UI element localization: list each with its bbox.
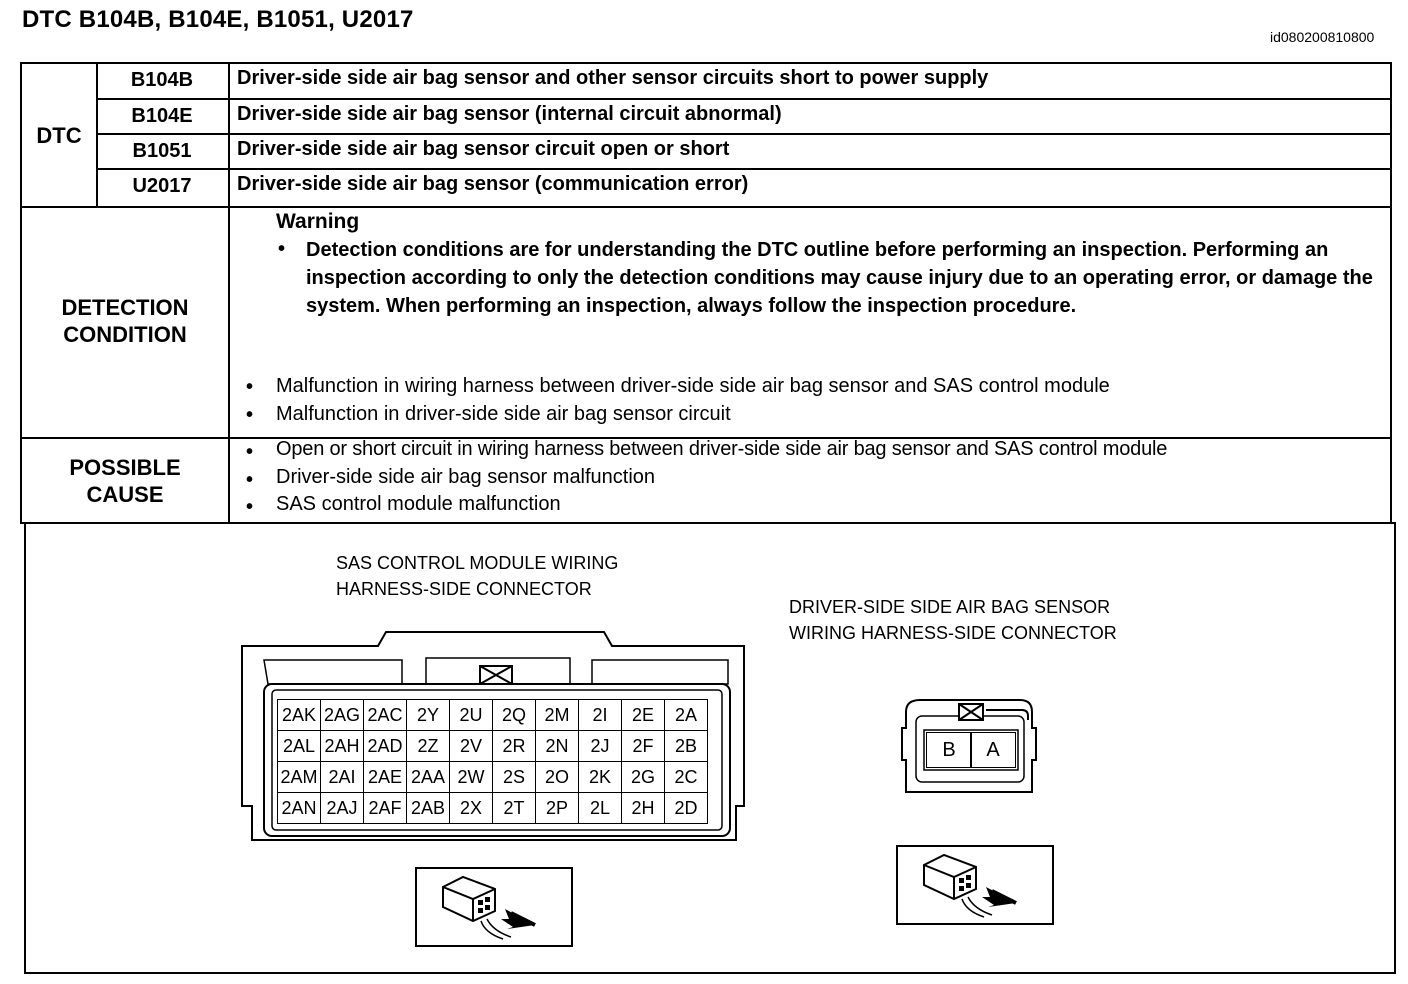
cause-label-line2: CAUSE (86, 482, 164, 507)
pin-cell: 2R (493, 731, 536, 762)
pin-cell: 2L (579, 793, 622, 824)
pin-row (278, 731, 708, 762)
cause-label-line1: POSSIBLE (69, 455, 181, 480)
detection-condition-label (22, 294, 228, 348)
document-id: id080200810800 (1270, 29, 1375, 45)
pin-cell: 2E (622, 700, 665, 731)
pin-cell: 2AF (364, 793, 407, 824)
pin-cell: 2M (536, 700, 579, 731)
pin-cell: 2AC (364, 700, 407, 731)
cause-item: Driver-side side air bag sensor malfunction (276, 466, 656, 488)
pin-cell: 2N (536, 731, 579, 762)
cause-item: Open or short circuit in wiring harness between driver-side side air bag sensor and SAS control module (276, 438, 1168, 460)
pin-cell: 2S (493, 762, 536, 793)
sas-pin-table (277, 699, 708, 824)
pin-cell: 2F (622, 731, 665, 762)
pin-cell: 2V (450, 731, 493, 762)
pin-cell: 2AI (321, 762, 364, 793)
pin-cell: 2W (450, 762, 493, 793)
pin-cell: 2Q (493, 700, 536, 731)
pin-cell: 2H (622, 793, 665, 824)
pin-cell: 2AJ (321, 793, 364, 824)
pin-row (278, 700, 708, 731)
bullet: • (246, 376, 254, 398)
pin-cell: 2G (622, 762, 665, 793)
pin-cell: 2AD (364, 731, 407, 762)
divider (97, 98, 1391, 100)
warning-title: Warning (276, 210, 360, 233)
pin-row (278, 762, 708, 793)
warning-bullet: • (278, 238, 286, 260)
detection-label-line1: DETECTION (61, 295, 189, 320)
pin-cell: 2J (579, 731, 622, 762)
dtc-code: B104E (131, 105, 193, 127)
sensor-pin-b: B (926, 732, 972, 768)
pin-cell: 2I (579, 700, 622, 731)
bullet: • (246, 441, 254, 463)
pin-cell: 2Z (407, 731, 450, 762)
bullet: • (246, 404, 254, 426)
possible-cause-label (22, 454, 228, 508)
dtc-description: Driver-side side air bag sensor circuit open or short (237, 138, 730, 160)
lock-mark-icon (478, 664, 514, 686)
dtc-code: U2017 (132, 175, 192, 197)
pin-cell: 2AM (278, 762, 321, 793)
sensor-caption-line2: WIRING HARNESS-SIDE CONNECTOR (789, 623, 1117, 643)
sas-caption-line2: HARNESS-SIDE CONNECTOR (336, 579, 592, 599)
pin-cell: 2X (450, 793, 493, 824)
sas-connector-caption (336, 550, 618, 602)
pin-cell: 2AN (278, 793, 321, 824)
pin-cell: 2U (450, 700, 493, 731)
pin-cell: 2C (665, 762, 708, 793)
warning-text: Detection conditions are for understanding the DTC outline before performing an inspection. Performing an inspection according to only the detection conditions may cause injury due to an operating error, or damage the system. When performing an inspection, always follow the inspection procedure. (306, 239, 1373, 317)
view-direction-icon (896, 845, 1054, 925)
dtc-description: Driver-side side air bag sensor (communication error) (237, 173, 749, 195)
view-direction-icon (415, 867, 573, 947)
detection-item: Malfunction in wiring harness between driver-side side air bag sensor and SAS control module (276, 375, 1110, 397)
sensor-caption-line1: DRIVER-SIDE SIDE AIR BAG SENSOR (789, 597, 1111, 617)
divider (97, 133, 1391, 135)
dtc-code: B1051 (132, 140, 192, 162)
bullet: • (246, 496, 254, 518)
lock-mark-icon (957, 702, 985, 722)
cause-item: SAS control module malfunction (276, 493, 561, 515)
pin-cell: 2AH (321, 731, 364, 762)
divider (97, 168, 1391, 170)
pin-cell: 2A (665, 700, 708, 731)
bullet: • (246, 469, 254, 491)
page-title: DTC B104B, B104E, B1051, U2017 (22, 6, 414, 33)
pin-cell: 2P (536, 793, 579, 824)
pin-cell: 2AB (407, 793, 450, 824)
pin-cell: 2Y (407, 700, 450, 731)
detection-label-line2: CONDITION (63, 322, 187, 347)
pin-row (278, 793, 708, 824)
dtc-description: Driver-side side air bag sensor (internal circuit abnormal) (237, 103, 782, 125)
pin-cell: 2AG (321, 700, 364, 731)
sas-caption-line1: SAS CONTROL MODULE WIRING (336, 553, 619, 573)
pin-cell: 2AK (278, 700, 321, 731)
pin-cell: 2D (665, 793, 708, 824)
pin-cell: 2T (493, 793, 536, 824)
pin-cell: 2AA (407, 762, 450, 793)
pin-cell: 2K (579, 762, 622, 793)
pin-cell: 2O (536, 762, 579, 793)
dtc-code: B104B (130, 69, 194, 91)
pin-cell: 2B (665, 731, 708, 762)
sensor-connector-caption (789, 594, 1117, 646)
detection-item: Malfunction in driver-side side air bag sensor circuit (276, 403, 731, 425)
pin-cell: 2AE (364, 762, 407, 793)
dtc-label: DTC (36, 123, 82, 148)
pin-cell: 2AL (278, 731, 321, 762)
sensor-pin-a: A (970, 732, 1016, 768)
dtc-description: Driver-side side air bag sensor and other sensor circuits short to power supply (237, 67, 989, 89)
divider (21, 206, 1391, 208)
